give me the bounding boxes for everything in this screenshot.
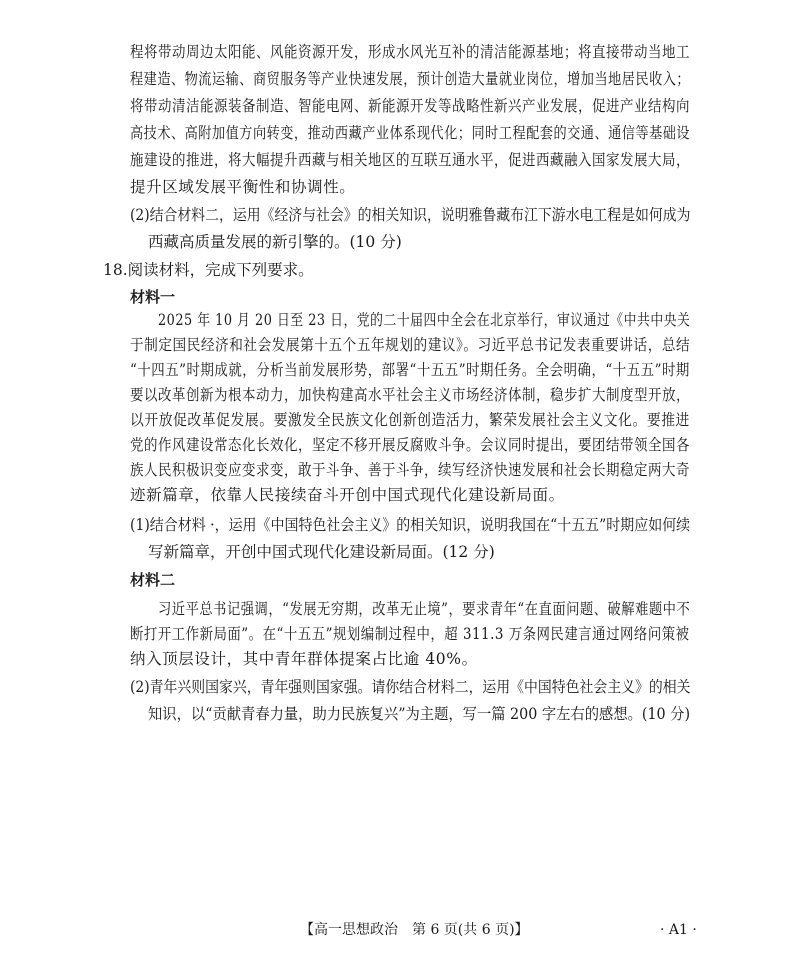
passage-line: 将带动清洁能源装备制造、智能电网、新能源开发等战略性新兴产业发展，促进产业结构向	[130, 97, 691, 115]
question-line: (2)青年兴则国家兴，青年强则国家强。请你结合材料二，运用《中国特色社会主义》的相关	[130, 678, 691, 696]
passage-line: 高技术、高附加值方向转变，推动西藏产业体系现代化；同时工程配套的交通、通信等基础设	[130, 124, 691, 142]
question-18-heading: 18.阅读材料，完成下列要求。	[103, 261, 314, 279]
passage-line: 党的作风建设常态化长效化，坚定不移开展反腐败斗争。会议同时提出，要团结带领全国各	[130, 436, 691, 454]
passage-line: 迹新篇章，依靠人民接续奋斗开创中国式现代化建设新局面。	[130, 486, 565, 504]
material-two-title: 材料二	[130, 571, 176, 589]
passage-line: 程建造、物流运输、商贸服务等产业快速发展，预计创造大量就业岗位，增加当地居民收入；	[130, 70, 691, 88]
passage-line: 习近平总书记强调，“发展无穷期，改革无止境”，要求青年“在直面问题、破解难题中不	[158, 600, 691, 618]
question-line: 知识，以“贡献青春力量，助力民族复兴”为主题，写一篇 200 字左右的感想。(10 分)	[148, 705, 691, 723]
question-line: (1)结合材料 ·，运用《中国特色社会主义》的相关知识，说明我国在“十五五”时期应如何续	[130, 516, 691, 534]
passage-line: 要以改革创新为根本动力，加快构建高水平社会主义市场经济体制，稳步扩大制度型开放，	[130, 386, 691, 404]
passage-line: 于制定国民经济和社会发展第十五个五年规划的建议》。习近平总书记发表重要讲话，总结	[130, 336, 691, 354]
paper-code: · A1 ·	[660, 922, 697, 938]
page-footer: 【高一思想政治 第 6 页(共 6 页)】	[300, 922, 529, 938]
passage-line: 2025 年 10 月 20 日至 23 日，党的二十届四中全会在北京举行，审议通过《中共中央关	[158, 311, 691, 329]
question-line: (2)结合材料二，运用《经济与社会》的相关知识，说明雅鲁藏布江下游水电工程是如何成为	[130, 206, 691, 224]
passage-line: 提升区域发展平衡性和协调性。	[130, 178, 356, 196]
passage-line: 断打开工作新局面”。在“十五五”规划编制过程中，超 311.3 万条网民建言通过网络问策被	[130, 625, 690, 643]
passage-line: “十四五”时期成就，分析当前发展形势，部署“十五五”时期任务。全会明确，“十五五”时期	[130, 361, 690, 379]
material-one-title: 材料一	[130, 288, 176, 306]
question-line: 写新篇章，开创中国式现代化建设新局面。(12 分)	[148, 543, 495, 561]
passage-line: 程将带动周边太阳能、风能资源开发，形成水风光互补的清洁能源基地；将直接带动当地工	[130, 43, 691, 61]
passage-line: 族人民积极识变应变求变，敢于斗争、善于斗争，续写经济快速发展和社会长期稳定两大奇	[130, 461, 691, 479]
passage-line: 施建设的推进，将大幅提升西藏与相关地区的互联互通水平，促进西藏融入国家发展大局，	[130, 151, 691, 169]
passage-line: 以开放促改革促发展。要激发全民族文化创新创造活力，繁荣发展社会主义文化。要推进	[130, 411, 690, 429]
question-line: 西藏高质量发展的新引擎的。(10 分)	[148, 233, 402, 251]
passage-line: 纳入顶层设计，其中青年群体提案占比逾 40%。	[130, 650, 478, 668]
